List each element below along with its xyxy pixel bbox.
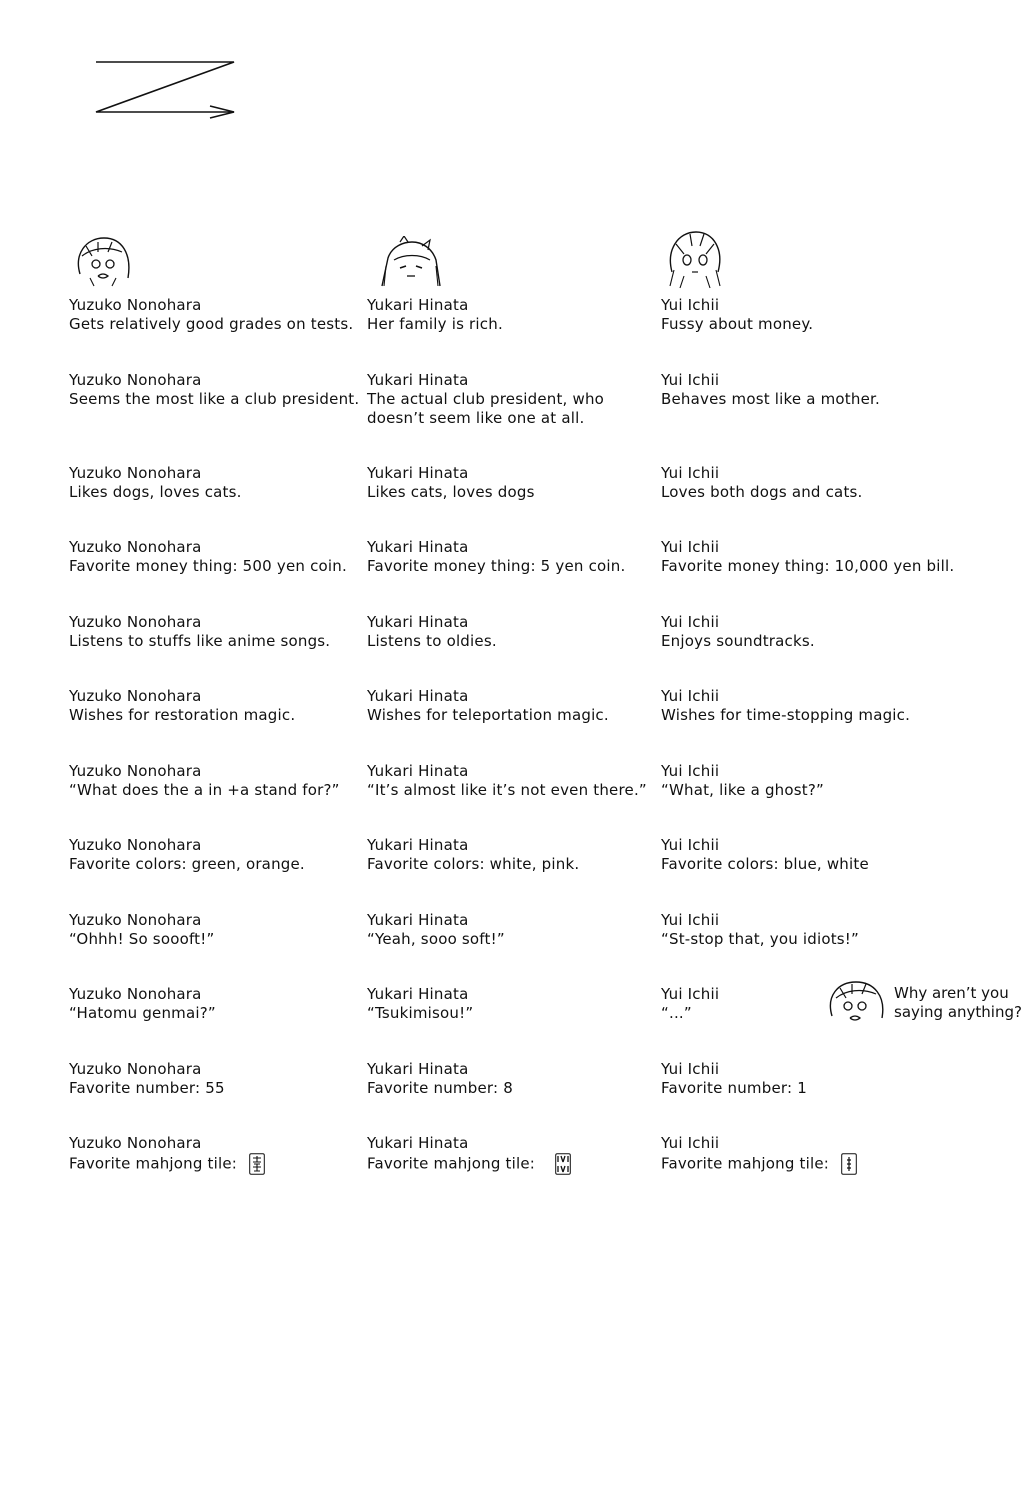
fact-text: Favorite money thing: 5 yen coin. xyxy=(367,557,626,575)
list-item xyxy=(661,836,869,874)
character-name: Yukari Hinata xyxy=(367,911,469,929)
list-item xyxy=(661,985,719,1023)
yuzuko-small-face-icon xyxy=(826,978,888,1028)
list-item xyxy=(661,371,880,409)
list-item xyxy=(367,1060,513,1098)
list-item xyxy=(661,296,813,334)
one-bamboo-tile-icon xyxy=(841,1153,857,1175)
character-name: Yukari Hinata xyxy=(367,687,469,705)
fact-text: Gets relatively good grades on tests. xyxy=(69,315,354,333)
eight-bamboo-tile-icon xyxy=(555,1153,571,1175)
character-name: Yui Ichii xyxy=(661,613,720,631)
fact-text: Her family is rich. xyxy=(367,315,503,333)
fact-text: Favorite colors: green, orange. xyxy=(69,855,305,873)
character-name: Yui Ichii xyxy=(661,371,720,389)
character-name: Yui Ichii xyxy=(661,911,720,929)
character-name: Yukari Hinata xyxy=(367,836,469,854)
fact-text: Favorite colors: white, pink. xyxy=(367,855,580,873)
fact-text: Likes cats, loves dogs xyxy=(367,483,535,501)
list-item xyxy=(367,613,497,651)
fact-text: Fussy about money. xyxy=(661,315,814,333)
list-item xyxy=(69,371,359,409)
fact-text: “It’s almost like it’s not even there.” xyxy=(367,781,647,799)
fact-text: Favorite mahjong tile: xyxy=(661,1154,830,1173)
list-item xyxy=(661,613,815,651)
list-item xyxy=(69,985,216,1023)
green-dragon-tile-icon xyxy=(249,1153,265,1175)
list-item xyxy=(69,613,330,651)
character-name: Yukari Hinata xyxy=(367,538,469,556)
list-item xyxy=(367,464,535,502)
character-name: Yuzuko Nonohara xyxy=(69,613,202,631)
fact-text: Seems the most like a club president. xyxy=(69,390,360,408)
list-item xyxy=(367,762,647,800)
character-name: Yukari Hinata xyxy=(367,613,469,631)
fact-text: Favorite number: 1 xyxy=(661,1079,807,1097)
fact-text: Favorite mahjong tile: xyxy=(69,1154,238,1173)
list-item xyxy=(367,1134,571,1175)
fact-text: Behaves most like a mother. xyxy=(661,390,880,408)
character-name: Yuzuko Nonohara xyxy=(69,836,202,854)
fact-text: Favorite money thing: 10,000 yen bill. xyxy=(661,557,955,575)
fact-text: “Hatomu genmai?” xyxy=(69,1004,216,1022)
fact-text: Favorite money thing: 500 yen coin. xyxy=(69,557,347,575)
list-item xyxy=(69,1060,225,1098)
aside-speech xyxy=(894,984,1024,1022)
list-item xyxy=(69,687,295,725)
fact-text: “...” xyxy=(661,1004,692,1022)
fact-text: “Yeah, sooo soft!” xyxy=(367,930,505,948)
list-item xyxy=(661,687,910,725)
character-name: Yukari Hinata xyxy=(367,464,469,482)
fact-text: Wishes for teleportation magic. xyxy=(367,706,609,724)
character-name: Yuzuko Nonohara xyxy=(69,296,202,314)
fact-text: “What does the a in +a stand for?” xyxy=(69,781,340,799)
fact-text: Favorite mahjong tile: xyxy=(367,1154,536,1173)
list-item xyxy=(69,464,242,502)
character-name: Yui Ichii xyxy=(661,985,720,1003)
character-name: Yui Ichii xyxy=(661,1060,720,1078)
character-name: Yui Ichii xyxy=(661,464,720,482)
list-item xyxy=(69,911,214,949)
fact-text: Favorite colors: blue, white xyxy=(661,855,869,873)
yuzuko-face-icon xyxy=(72,234,134,288)
list-item xyxy=(69,296,353,334)
character-name: Yuzuko Nonohara xyxy=(69,762,202,780)
fact-text: Favorite number: 8 xyxy=(367,1079,513,1097)
fact-text: The actual club president, who doesn’t seem like one at all. xyxy=(367,390,605,427)
list-item xyxy=(661,1060,807,1098)
list-item xyxy=(367,296,503,334)
character-name: Yui Ichii xyxy=(661,1134,720,1152)
list-item xyxy=(69,1134,265,1175)
character-name: Yui Ichii xyxy=(661,836,720,854)
fact-text: Loves both dogs and cats. xyxy=(661,483,863,501)
fact-text: “Ohhh! So soooft!” xyxy=(69,930,215,948)
list-item xyxy=(367,687,609,725)
reading-direction-arrow-icon xyxy=(92,56,242,126)
fact-text: Enjoys soundtracks. xyxy=(661,632,815,650)
character-name: Yukari Hinata xyxy=(367,762,469,780)
character-name: Yui Ichii xyxy=(661,762,720,780)
list-item xyxy=(367,985,473,1023)
fact-text: “Tsukimisou!” xyxy=(367,1004,474,1022)
fact-text: “St-stop that, you idiots!” xyxy=(661,930,859,948)
list-item xyxy=(69,762,340,800)
list-item xyxy=(69,538,347,576)
fact-text: Listens to oldies. xyxy=(367,632,497,650)
character-name: Yuzuko Nonohara xyxy=(69,687,202,705)
list-item xyxy=(367,911,505,949)
character-name: Yuzuko Nonohara xyxy=(69,1060,202,1078)
aside-line: Why aren’t you xyxy=(894,984,1009,1002)
yui-face-icon xyxy=(662,226,728,292)
list-item xyxy=(661,911,859,949)
list-item xyxy=(661,1134,857,1175)
fact-text: Likes dogs, loves cats. xyxy=(69,483,242,501)
list-item xyxy=(367,371,607,428)
character-name: Yui Ichii xyxy=(661,538,720,556)
list-item xyxy=(367,538,625,576)
character-name: Yuzuko Nonohara xyxy=(69,538,202,556)
fact-text: “What, like a ghost?” xyxy=(661,781,824,799)
character-name: Yui Ichii xyxy=(661,296,720,314)
character-name: Yukari Hinata xyxy=(367,1134,469,1152)
character-name: Yuzuko Nonohara xyxy=(69,464,202,482)
character-name: Yuzuko Nonohara xyxy=(69,985,202,1003)
character-name: Yuzuko Nonohara xyxy=(69,371,202,389)
list-item xyxy=(661,762,824,800)
fact-text: Wishes for restoration magic. xyxy=(69,706,296,724)
character-name: Yukari Hinata xyxy=(367,985,469,1003)
fact-text: Listens to stuffs like anime songs. xyxy=(69,632,331,650)
character-name: Yukari Hinata xyxy=(367,371,469,389)
character-name: Yukari Hinata xyxy=(367,296,469,314)
character-name: Yui Ichii xyxy=(661,687,720,705)
character-name: Yukari Hinata xyxy=(367,1060,469,1078)
list-item xyxy=(661,464,863,502)
yukari-face-icon xyxy=(374,236,446,290)
list-item xyxy=(661,538,954,576)
fact-text: Favorite number: 55 xyxy=(69,1079,225,1097)
list-item xyxy=(367,836,579,874)
character-name: Yuzuko Nonohara xyxy=(69,911,202,929)
fact-text: Wishes for time-stopping magic. xyxy=(661,706,911,724)
character-name: Yuzuko Nonohara xyxy=(69,1134,202,1152)
list-item xyxy=(69,836,305,874)
aside-line: saying anything? xyxy=(894,1003,1022,1021)
